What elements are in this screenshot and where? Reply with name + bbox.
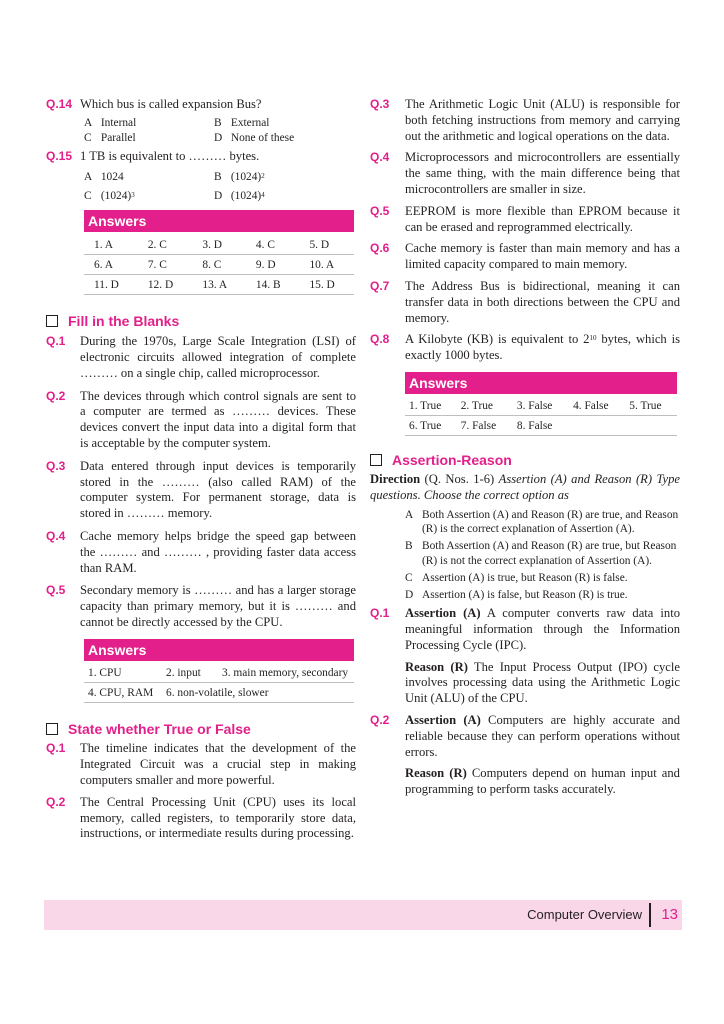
answers-heading: Answers	[84, 639, 354, 661]
answer-cell: 12. D	[138, 275, 193, 295]
answer-cell: 2. True	[457, 396, 513, 416]
answer-cell: 10. A	[299, 255, 354, 275]
answer-cell: 3. False	[513, 396, 569, 416]
question-number: Q.6	[370, 241, 390, 256]
answer-cell: 2. input	[162, 663, 218, 683]
checkbox-icon	[46, 315, 58, 327]
true-false-list	[370, 97, 680, 326]
answers-row	[405, 416, 677, 436]
option-d: D None of these	[214, 132, 295, 145]
question-text: The Arithmetic Logic Unit (ALU) is responsible for both fetching instructions from memory and carrying out the arithmetic and logical operations on the data.	[405, 97, 680, 143]
question-text: EEPROM is more flexible than EPROM because it can be erased and reprogrammed electrically.	[405, 203, 680, 234]
option-d: D $(1024)^4$	[214, 189, 265, 202]
option-a: A 1024	[84, 170, 124, 183]
question-number: Q.1	[46, 334, 66, 349]
question-text: The devices through which control signals are sent to a computer are termed as ……… devices. These devices convert the input data into a digital form that is acceptable by the computer system.	[80, 388, 356, 451]
answer-cell: 13. A	[192, 275, 246, 295]
answer-cell: 6. True	[405, 416, 457, 436]
question-number: Q.8	[370, 332, 390, 347]
question-text: Cache memory is faster than main memory and has a limited capacity compared to main memory.	[405, 241, 680, 272]
fill-question	[46, 389, 356, 452]
question-number: Q.5	[370, 203, 390, 218]
answer-cell: 6. A	[84, 255, 138, 275]
tf-question	[370, 150, 680, 197]
answer-cell: 7. False	[457, 416, 513, 436]
answer-cell: 8. False	[513, 416, 569, 436]
footer-divider	[649, 903, 651, 927]
option-c: C $(1024)^3$	[84, 189, 135, 202]
question-number: Q.4	[370, 150, 390, 165]
tf-question	[370, 279, 680, 326]
checkbox-icon	[370, 454, 382, 466]
answers-row	[84, 255, 354, 275]
question-number: Q.3	[370, 97, 390, 111]
option-text: Assertion (A) is true, but Reason (R) is false.	[422, 571, 628, 584]
question-number: Q.7	[370, 278, 390, 293]
question-number: Q.4	[46, 529, 66, 544]
reason-statement: Reason (R) The Input Process Output (IPO) cycle involves processing data using the Arithmetic Logic Unit (ALU) of the CPU.	[405, 659, 680, 706]
fill-question	[46, 459, 356, 522]
mcq-options	[46, 168, 356, 206]
right-column	[370, 97, 680, 798]
answer-cell	[569, 416, 625, 436]
option-letter: A	[405, 509, 414, 522]
answer-cell: 11. D	[84, 275, 138, 295]
question-number: Q.1	[46, 741, 66, 756]
page-footer	[44, 900, 682, 930]
question-text: Cache memory helps bridge the speed gap between the ……… and ……… , providing faster data access than RAM.	[80, 529, 356, 575]
tf-question	[370, 97, 680, 144]
assertion-question	[370, 713, 680, 798]
answers-row	[84, 683, 354, 703]
section-heading-fill-blanks	[46, 311, 356, 331]
option-text: Both Assertion (A) and Reason (R) are true, and Reason (R) is the correct explanation of Assertion (A).	[422, 509, 679, 536]
option-letter: D	[405, 589, 414, 602]
assertion-questions	[370, 606, 680, 798]
question-number: Q.1	[370, 606, 390, 621]
answer-cell: 4. False	[569, 396, 625, 416]
question-text: The Address Bus is bidirectional, meaning it can transfer data in both directions between the CPU and memory.	[405, 278, 680, 325]
footer-title: Computer Overview	[527, 907, 642, 922]
tf-question: Q.8 A Kilobyte (KB) is equivalent to $2^{10}$ bytes, which is exactly 1000 bytes.	[370, 332, 680, 363]
question-number: Q.2	[46, 794, 66, 809]
assertion-options	[370, 508, 680, 602]
tf-question	[370, 241, 680, 273]
answer-cell: 5. True	[625, 396, 677, 416]
answer-cell: 3. D	[192, 235, 246, 255]
reason-statement: Reason (R) Computers depend on human input and programming to perform tasks accurately.	[405, 766, 680, 797]
answers-row	[84, 275, 354, 295]
question-text: Data entered through input devices is temporarily stored in the ……… (also called RAM) of the computer system. For permanent storage, data is stored in ……… memory.	[80, 458, 356, 521]
fill-answers-table	[84, 663, 354, 704]
section-title: Fill in the Blanks	[68, 313, 180, 330]
answer-cell: 7. C	[138, 255, 193, 275]
answer-cell: 5. D	[299, 235, 354, 255]
question-text: Microprocessors and microcontrollers are essentially the same thing, with the main difference being that microcontrollers are smaller in size.	[405, 150, 680, 196]
checkbox-icon	[46, 723, 58, 735]
section-heading-assertion-reason	[370, 450, 680, 470]
mcq-answers-table	[84, 235, 354, 296]
answer-cell: 4. CPU, RAM	[84, 683, 162, 703]
assertion-option	[405, 508, 680, 536]
section-title: State whether True or False	[68, 721, 251, 738]
question-number: Q.15	[46, 148, 73, 163]
fill-question	[46, 529, 356, 576]
assertion-statement: Assertion (A) Computers are highly accurate and reliable because they can perform operations without errors.	[405, 713, 680, 759]
option-letter: B	[405, 540, 413, 553]
question-text: The timeline indicates that the development of the Integrated Circuit was a crucial step in making computers smaller and more powerful.	[80, 741, 356, 787]
answer-cell: 9. D	[246, 255, 300, 275]
question-number: Q.3	[46, 458, 66, 473]
question-number: Q.14	[46, 97, 73, 111]
tf-question	[370, 204, 680, 236]
answer-cell: 2. C	[138, 235, 193, 255]
tf-question	[46, 795, 356, 842]
question-number: Q.2	[370, 713, 390, 728]
left-column	[46, 97, 356, 842]
assertion-option	[405, 571, 680, 585]
option-b: B External	[214, 116, 270, 129]
question-text: Which bus is called expansion Bus?	[80, 97, 262, 111]
answer-cell: 1. True	[405, 396, 457, 416]
answer-cell: 15. D	[299, 275, 354, 295]
answers-heading: Answers	[405, 372, 677, 394]
answers-row	[84, 663, 354, 683]
fill-blanks-list	[46, 334, 356, 631]
question-number: Q.2	[46, 388, 66, 403]
answer-cell: 3. main memory, secondary	[218, 663, 354, 683]
mcq-options	[46, 116, 356, 147]
answer-cell: 4. C	[246, 235, 300, 255]
option-text: Both Assertion (A) and Reason (R) are true, but Reason (R) is not the correct explanation of Assertion (A).	[422, 540, 677, 567]
answer-cell: 8. C	[192, 255, 246, 275]
mcq-question	[46, 97, 356, 113]
answer-cell: 14. B	[246, 275, 300, 295]
mcq-answers	[84, 210, 354, 232]
fill-answers	[84, 639, 354, 704]
question-text: The Central Processing Unit (CPU) uses its local memory, called registers, to temporarily store data, instructions, or intermediate results during processing.	[80, 794, 356, 841]
section-heading-true-false	[46, 719, 356, 739]
mcq-question	[46, 149, 356, 165]
true-false-list	[46, 741, 356, 842]
answers-heading: Answers	[84, 210, 354, 232]
answer-cell: 1. CPU	[84, 663, 162, 683]
tf-answers-table	[405, 396, 677, 437]
question-number: Q.5	[46, 583, 66, 598]
answer-cell: 6. non-volatile, slower	[162, 683, 354, 703]
tf-question	[46, 741, 356, 788]
assertion-option	[405, 588, 680, 602]
page-number: 13	[661, 906, 678, 923]
answers-row	[405, 396, 677, 416]
option-a: A Internal	[84, 116, 137, 129]
tf-answers	[405, 372, 677, 437]
answer-cell: 1. A	[84, 235, 138, 255]
question-text: 1 TB is equivalent to ……… bytes.	[80, 148, 260, 163]
direction-text: Direction (Q. Nos. 1-6) Assertion (A) and Reason (R) Type questions. Choose the correct option as	[370, 472, 680, 503]
assertion-option	[405, 539, 680, 567]
question-text: During the 1970s, Large Scale Integration (LSI) of electronic circuits allowed integration of complete ……… on a single chip, called microprocessor.	[80, 334, 356, 380]
fill-question	[46, 583, 356, 630]
option-b: B $(1024)^2$	[214, 170, 265, 183]
option-c: C Parallel	[84, 132, 136, 145]
option-text: Assertion (A) is false, but Reason (R) is true.	[422, 589, 628, 602]
option-letter: C	[405, 571, 413, 584]
assertion-question	[370, 606, 680, 707]
fill-question	[46, 334, 356, 381]
answer-cell	[625, 416, 677, 436]
section-title: Assertion-Reason	[392, 452, 512, 469]
assertion-statement: Assertion (A) A computer converts raw data into meaningful information through the Information Processing Cycle (IPC).	[405, 606, 680, 652]
question-text: Secondary memory is ……… and has a larger storage capacity than primary memory, but it is ……… and cannot be directly accessed by the CPU.	[80, 583, 356, 630]
answers-row	[84, 235, 354, 255]
